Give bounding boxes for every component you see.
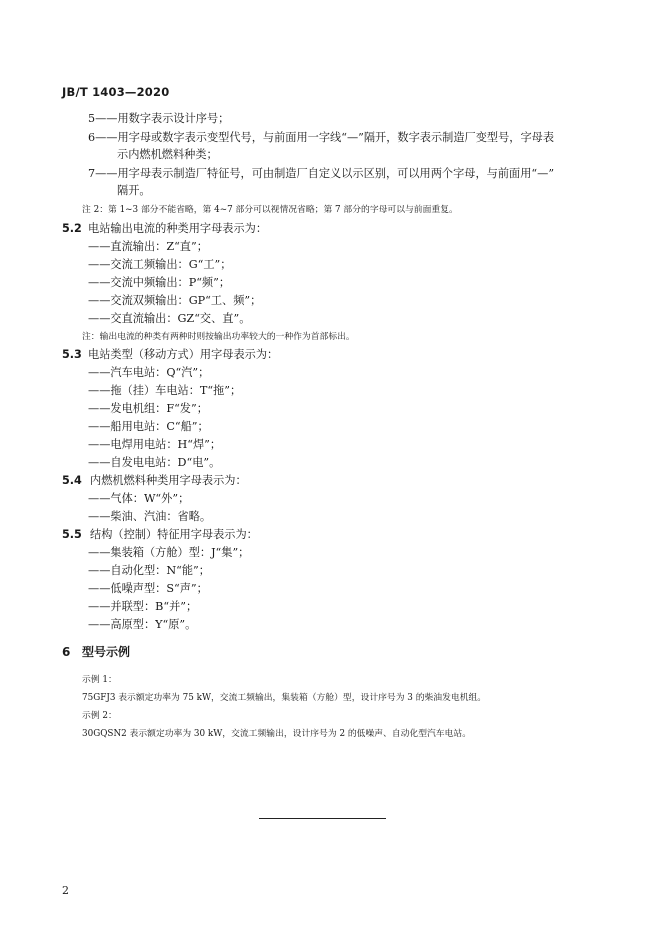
section-5-2-number: 5.2 [62,222,82,235]
section-5-4-title: 内燃机燃料种类用字母表示为： [90,474,247,487]
end-rule [259,818,386,819]
list-item: ——低噪声型：S“声”； [88,582,208,595]
section-5-3-number: 5.3 [62,348,82,361]
section-5-5-number: 5.5 [62,528,82,541]
example-1-text: 75GFJ3 表示额定功率为 75 kW，交流工频输出，集装箱（方舱）型，设计序号为 3 的柴油发电机组。 [82,693,487,703]
list-item: ——交流中频输出：P“频”； [88,276,231,289]
list-item: ——交直流输出：GZ“交、直”。 [88,312,251,325]
example-1-label: 示例 1： [82,675,117,685]
list-item: ——拖（挂）车电站：T“拖”； [88,384,242,397]
list-item-5: 5——用数字表示设计序号； [88,112,230,125]
list-item: ——船用电站：C“船”； [88,420,209,433]
list-item: ——高原型：Y“原”。 [88,618,197,631]
list-item: ——自动化型：N“能”； [88,564,210,577]
section-5-5-title: 结构（控制）特征用字母表示为： [90,528,258,541]
list-item: ——交流工频输出：G“工”； [88,258,232,271]
list-item: ——汽车电站：Q“汽”； [88,366,210,379]
list-item: ——集装箱（方舱）型：J“集”； [88,546,250,559]
example-2-text: 30GQSN2 表示额定功率为 30 kW，交流工频输出，设计序号为 2 的低噪声、自动化型汽车电站。 [82,729,471,739]
list-item: ——直流输出：Z“直”； [88,240,208,253]
list-item-7: 7——用字母表示制造厂特征号，可由制造厂自定义以示区别，可以用两个字母，与前面用“—” [88,167,555,180]
list-item: ——自发电电站：D“电”。 [88,456,221,469]
section-5-4-number: 5.4 [62,474,82,487]
list-item: ——发电机组：F“发”； [88,402,208,415]
section-6-title: 型号示例 [82,645,131,659]
page-number: 2 [62,884,69,897]
note-2: 注 2：第 1~3 部分不能省略，第 4~7 部分可以视情况省略；第 7 部分的字母可以与前面重复。 [82,205,458,215]
section-6-number: 6 [62,645,71,659]
list-item-6: 6——用字母或数字表示变型代号，与前面用一字线“—”隔开，数字表示制造厂变型号，字母表 [88,131,555,144]
section-5-2-note: 注：输出电流的种类有两种时则按输出功率较大的一种作为首部标出。 [82,332,355,342]
section-5-2-title: 电站输出电流的种类用字母表示为： [88,222,268,235]
list-item: ——交流双频输出：GP“工、频”； [88,294,262,307]
list-item: ——并联型：B“并”； [88,600,198,613]
section-5-3-title: 电站类型（移动方式）用字母表示为： [88,348,279,361]
list-item-6-cont: 示内燃机燃料种类； [117,148,218,161]
example-2-label: 示例 2： [82,711,117,721]
list-item-7-cont: 隔开。 [117,184,151,197]
list-item: ——气体：W“外”； [88,492,190,505]
document-header-id: JB/T 1403—2020 [62,85,170,99]
list-item: ——柴油、汽油：省略。 [88,510,212,523]
list-item: ——电焊用电站：H“焊”； [88,438,222,451]
